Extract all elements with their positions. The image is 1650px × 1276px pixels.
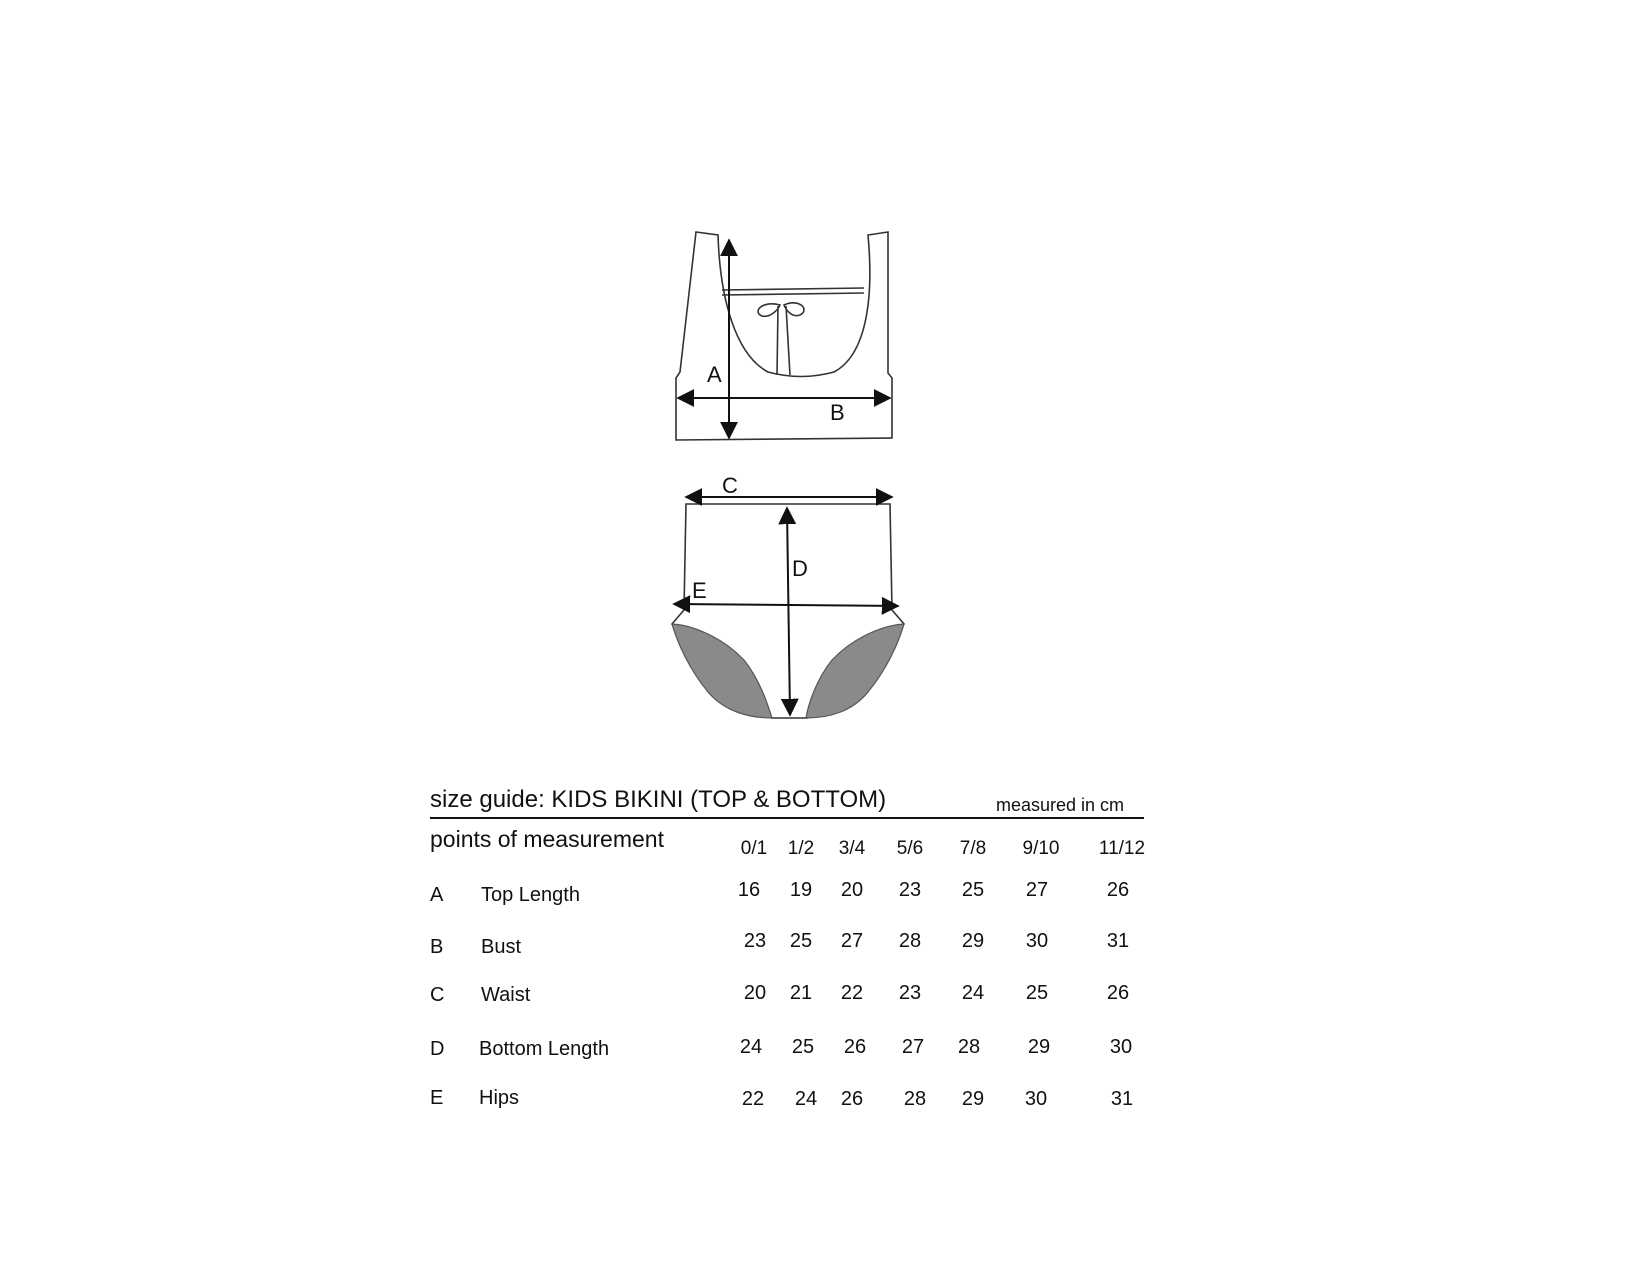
- size-header: 9/10: [1022, 838, 1060, 859]
- row-name: Bust: [481, 936, 522, 958]
- table-cell: 19: [789, 879, 813, 901]
- row-letter: E: [430, 1087, 444, 1109]
- size-header: 7/8: [959, 838, 987, 859]
- table-cell: 26: [840, 1088, 864, 1110]
- bikini-top-outline: [676, 232, 892, 440]
- table-cell: 29: [961, 1088, 985, 1110]
- table-cell: 29: [961, 930, 985, 952]
- table-cell: 21: [789, 982, 813, 1004]
- table-cell: 28: [903, 1088, 927, 1110]
- size-guide-title: size guide: KIDS BIKINI (TOP & BOTTOM): [430, 786, 887, 813]
- size-header: 5/6: [896, 838, 924, 859]
- table-cell: 26: [1106, 879, 1130, 901]
- bottom-leg-panel-left: [672, 624, 772, 718]
- table-cell: 20: [840, 879, 864, 901]
- table-cell: 30: [1109, 1036, 1133, 1058]
- table-cell: 16: [737, 879, 761, 901]
- figure-label-d: D: [792, 556, 808, 581]
- table-cell: 24: [961, 982, 985, 1004]
- row-letter: D: [430, 1038, 445, 1060]
- table-cell: 29: [1027, 1036, 1051, 1058]
- table-cell: 27: [1025, 879, 1049, 901]
- table-cell: 31: [1110, 1088, 1134, 1110]
- table-cell: 31: [1106, 930, 1130, 952]
- table-cell: 30: [1024, 1088, 1048, 1110]
- table-cell: 25: [791, 1036, 815, 1058]
- table-cell: 28: [957, 1036, 981, 1058]
- size-header: 1/2: [787, 838, 815, 859]
- table-cell: 27: [840, 930, 864, 952]
- table-cell: 26: [1106, 982, 1130, 1004]
- row-name: Waist: [481, 984, 531, 1006]
- size-header: 11/12: [1098, 838, 1146, 859]
- row-letter: B: [430, 936, 444, 958]
- table-cell: 28: [898, 930, 922, 952]
- row-name: Top Length: [481, 884, 580, 906]
- row-letter: C: [430, 984, 445, 1006]
- table-cell: 24: [739, 1036, 763, 1058]
- unit-note: measured in cm: [996, 795, 1125, 815]
- row-letter: A: [430, 884, 444, 906]
- title-underline: [430, 817, 1144, 819]
- row-name: Bottom Length: [479, 1038, 610, 1060]
- figure-label-b: B: [830, 400, 845, 425]
- size-header: 0/1: [740, 838, 768, 859]
- table-cell: 23: [898, 879, 922, 901]
- figure-label-e: E: [692, 578, 707, 603]
- measure-arrow-d: [787, 508, 790, 715]
- row-name: Hips: [479, 1087, 520, 1109]
- table-cell: 23: [743, 930, 767, 952]
- table-cell: 26: [843, 1036, 867, 1058]
- table-cell: 25: [961, 879, 985, 901]
- size-header: 3/4: [838, 838, 866, 859]
- table-cell: 30: [1025, 930, 1049, 952]
- table-cell: 27: [901, 1036, 925, 1058]
- table-cell: 24: [794, 1088, 818, 1110]
- table-cell: 23: [898, 982, 922, 1004]
- measure-arrow-e: [674, 604, 898, 606]
- points-of-measurement-label: points of measurement: [430, 826, 664, 852]
- figure-label-c: C: [722, 473, 738, 498]
- table-cell: 22: [840, 982, 864, 1004]
- table-cell: 25: [1025, 982, 1049, 1004]
- table-cell: 25: [789, 930, 813, 952]
- bottom-leg-panel-right: [806, 624, 904, 718]
- table-cell: 20: [743, 982, 767, 1004]
- figure-label-a: A: [707, 362, 722, 387]
- table-cell: 22: [741, 1088, 765, 1110]
